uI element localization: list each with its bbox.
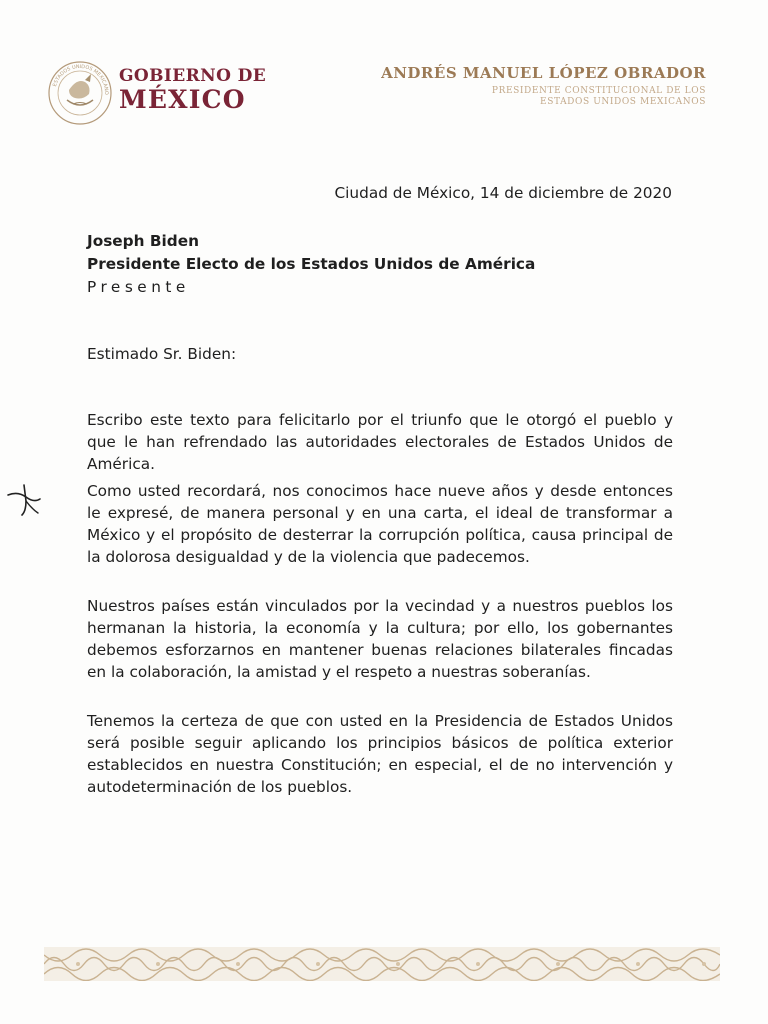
logo-line-1: GOBIERNO DE [119,66,267,86]
paragraph-3: Nuestros países están vinculados por la vecindad y a nuestros pueblos los hermanan la historia, la economía y la cultura; por ello, los gobernantes debemos esforzarnos en mantener buenas relaciones bilaterales fincadas en la colaboración, la amistad y el respeto a nuestras soberanías. [87,597,673,681]
svg-text:ESTADOS UNIDOS MEXICANOS: ESTADOS UNIDOS MEXICANO [51,63,110,95]
presente-line: Presente [87,278,190,296]
paragraph-1: Escribo este texto para felicitarlo por el triunfo que le otorgó el pueblo y que le han refrendado las autoridades electorales de Estados Unidos de América. [87,411,673,473]
recipient-block [87,230,535,299]
letter-date: Ciudad de México, 14 de diciembre de 2020 [334,184,672,202]
logo-line-2: MÉXICO [119,85,246,114]
paragraph-2: Como usted recordará, nos conocimos hace nueve años y desde entonces le expresé, de manera personal y en una carta, el ideal de transformar a México y el propósito de desterrar la corrupción política, causa principal de la dolorosa desigualdad y de la violencia que padecemos. [87,482,673,566]
recipient-title: Presidente Electo de los Estados Unidos de América [87,255,536,273]
sender-title: PRESIDENTE CONSTITUCIONAL DE LOS ESTADOS UNIDOS MEXICANOS [491,86,706,107]
sender-block [381,64,706,108]
paragraph-4: Tenemos la certeza de que con usted en la Presidencia de Estados Unidos será posible seguir aplicando los principios básicos de política exterior establecidos en nuestra Constitución; en especial, el de no intervención y autodeterminación de los pueblos. [87,712,673,796]
handwritten-margin-mark-icon [4,479,44,521]
salutation: Estimado Sr. Biden: [87,345,237,363]
recipient-name: Joseph Biden [87,232,199,250]
decorative-footer-pattern-icon [44,947,720,981]
sender-name: ANDRÉS MANUEL LÓPEZ OBRADOR [381,64,706,82]
coat-of-arms-seal-icon [47,60,113,126]
government-logo-text [119,66,266,113]
